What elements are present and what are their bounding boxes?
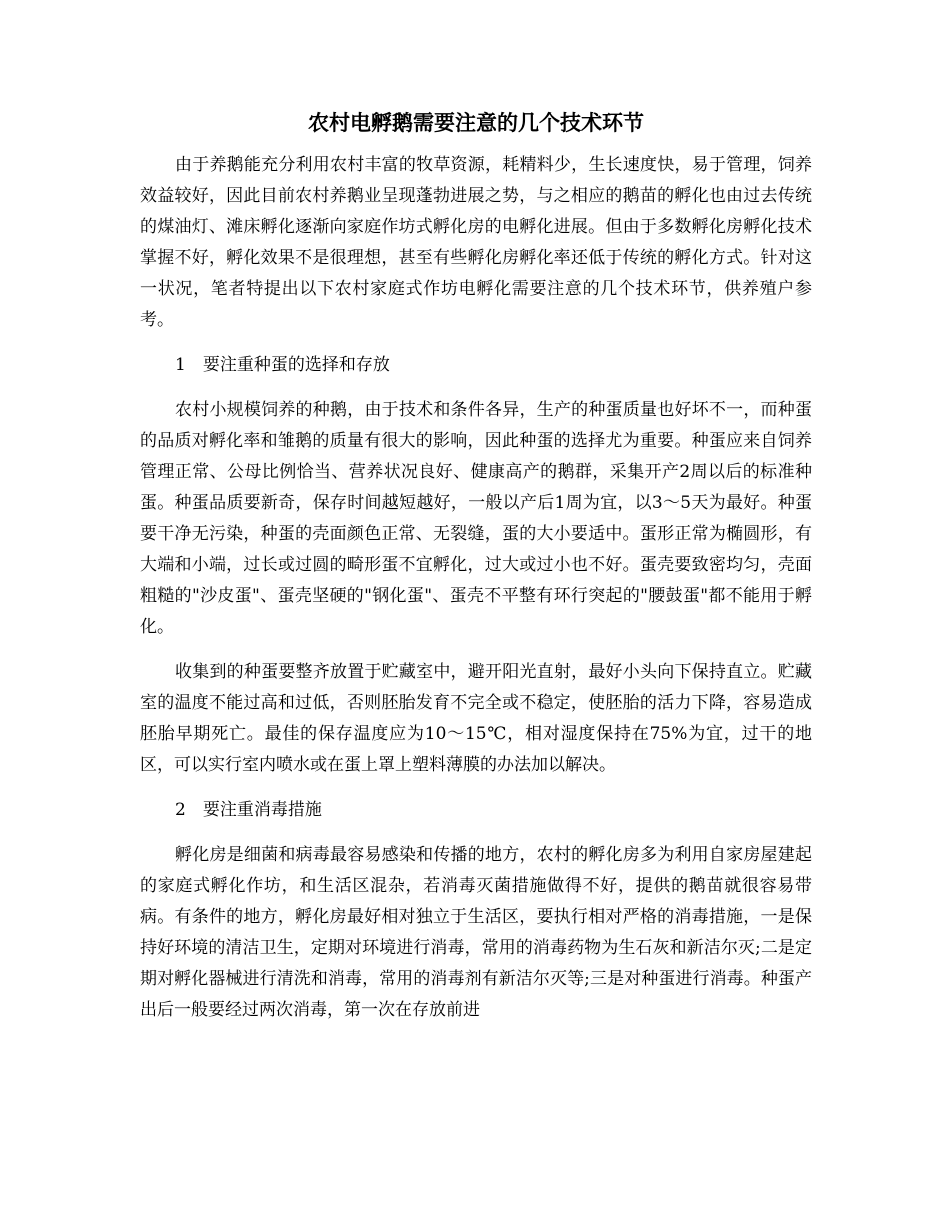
section-2-heading: 2 要注重消毒措施 bbox=[175, 800, 322, 820]
section-2-paragraph-1: 孵化房是细菌和病毒最容易感染和传播的地方，农村的孵化房多为利用自家房屋建起的家庭式孵化作坊，和生活区混杂，若消毒灭菌措施做得不好，提供的鹅苗就很容易带病。有条件的地方，孵化房最好相对独立于生活区，要执行相对严格的消毒措施，一是保持好环境的清洁卫生，定期对环境进行消毒，常用的消毒药物为生石灰和新洁尔灭;二是定期对孵化器械进行清洗和消毒，常用的消毒剂有新洁尔灭等;三是对种蛋进行消毒。种蛋产出后一般要经过两次消毒，第一次在存放前进 bbox=[140, 845, 812, 1020]
intro-paragraph: 由于养鹅能充分利用农村丰富的牧草资源，耗精料少，生长速度快，易于管理，饲养效益较好，因此目前农村养鹅业呈现蓬勃进展之势，与之相应的鹅苗的孵化也由过去传统的煤油灯、滩床孵化逐渐向家庭作坊式孵化房的电孵化进展。但由于多数孵化房孵化技术掌握不好，孵化效果不是很理想，甚至有些孵化房孵化率还低于传统的孵化方式。针对这一状况，笔者特提出以下农村家庭式作坊电孵化需要注意的几个技术环节，供养殖户参考。 bbox=[140, 155, 812, 330]
section-1-paragraph-2: 收集到的种蛋要整齐放置于贮藏室中，避开阳光直射，最好小头向下保持直立。贮藏室的温度不能过高和过低，否则胚胎发育不完全或不稳定，使胚胎的活力下降，容易造成胚胎早期死亡。最佳的保存温度应为10～15℃，相对湿度保持在75%为宜，过干的地区，可以实行室内喷水或在蛋上罩上塑料薄膜的办法加以解决。 bbox=[140, 662, 812, 775]
document-page bbox=[140, 108, 812, 1040]
document-title: 农村电孵鹅需要注意的几个技术环节 bbox=[308, 111, 644, 135]
section-1-heading: 1 要注重种蛋的选择和存放 bbox=[175, 355, 390, 375]
section-1-paragraph-1: 农村小规模饲养的种鹅，由于技术和条件各异，生产的种蛋质量也好坏不一，而种蛋的品质对孵化率和雏鹅的质量有很大的影响，因此种蛋的选择尤为重要。种蛋应来自饲养管理正常、公母比例恰当、营养状况良好、健康高产的鹅群，采集开产2周以后的标准种蛋。种蛋品质要新奇，保存时间越短越好，一般以产后1周为宜，以3～5天为最好。种蛋要干净无污染，种蛋的壳面颜色正常、无裂缝，蛋的大小要适中。蛋形正常为椭圆形，有大端和小端，过长或过圆的畸形蛋不宜孵化，过大或过小也不好。蛋壳要致密均匀，壳面粗糙的"沙皮蛋"、蛋壳坚硬的"钢化蛋"、蛋壳不平整有环行突起的"腰鼓蛋"都不能用于孵化。 bbox=[140, 400, 812, 637]
